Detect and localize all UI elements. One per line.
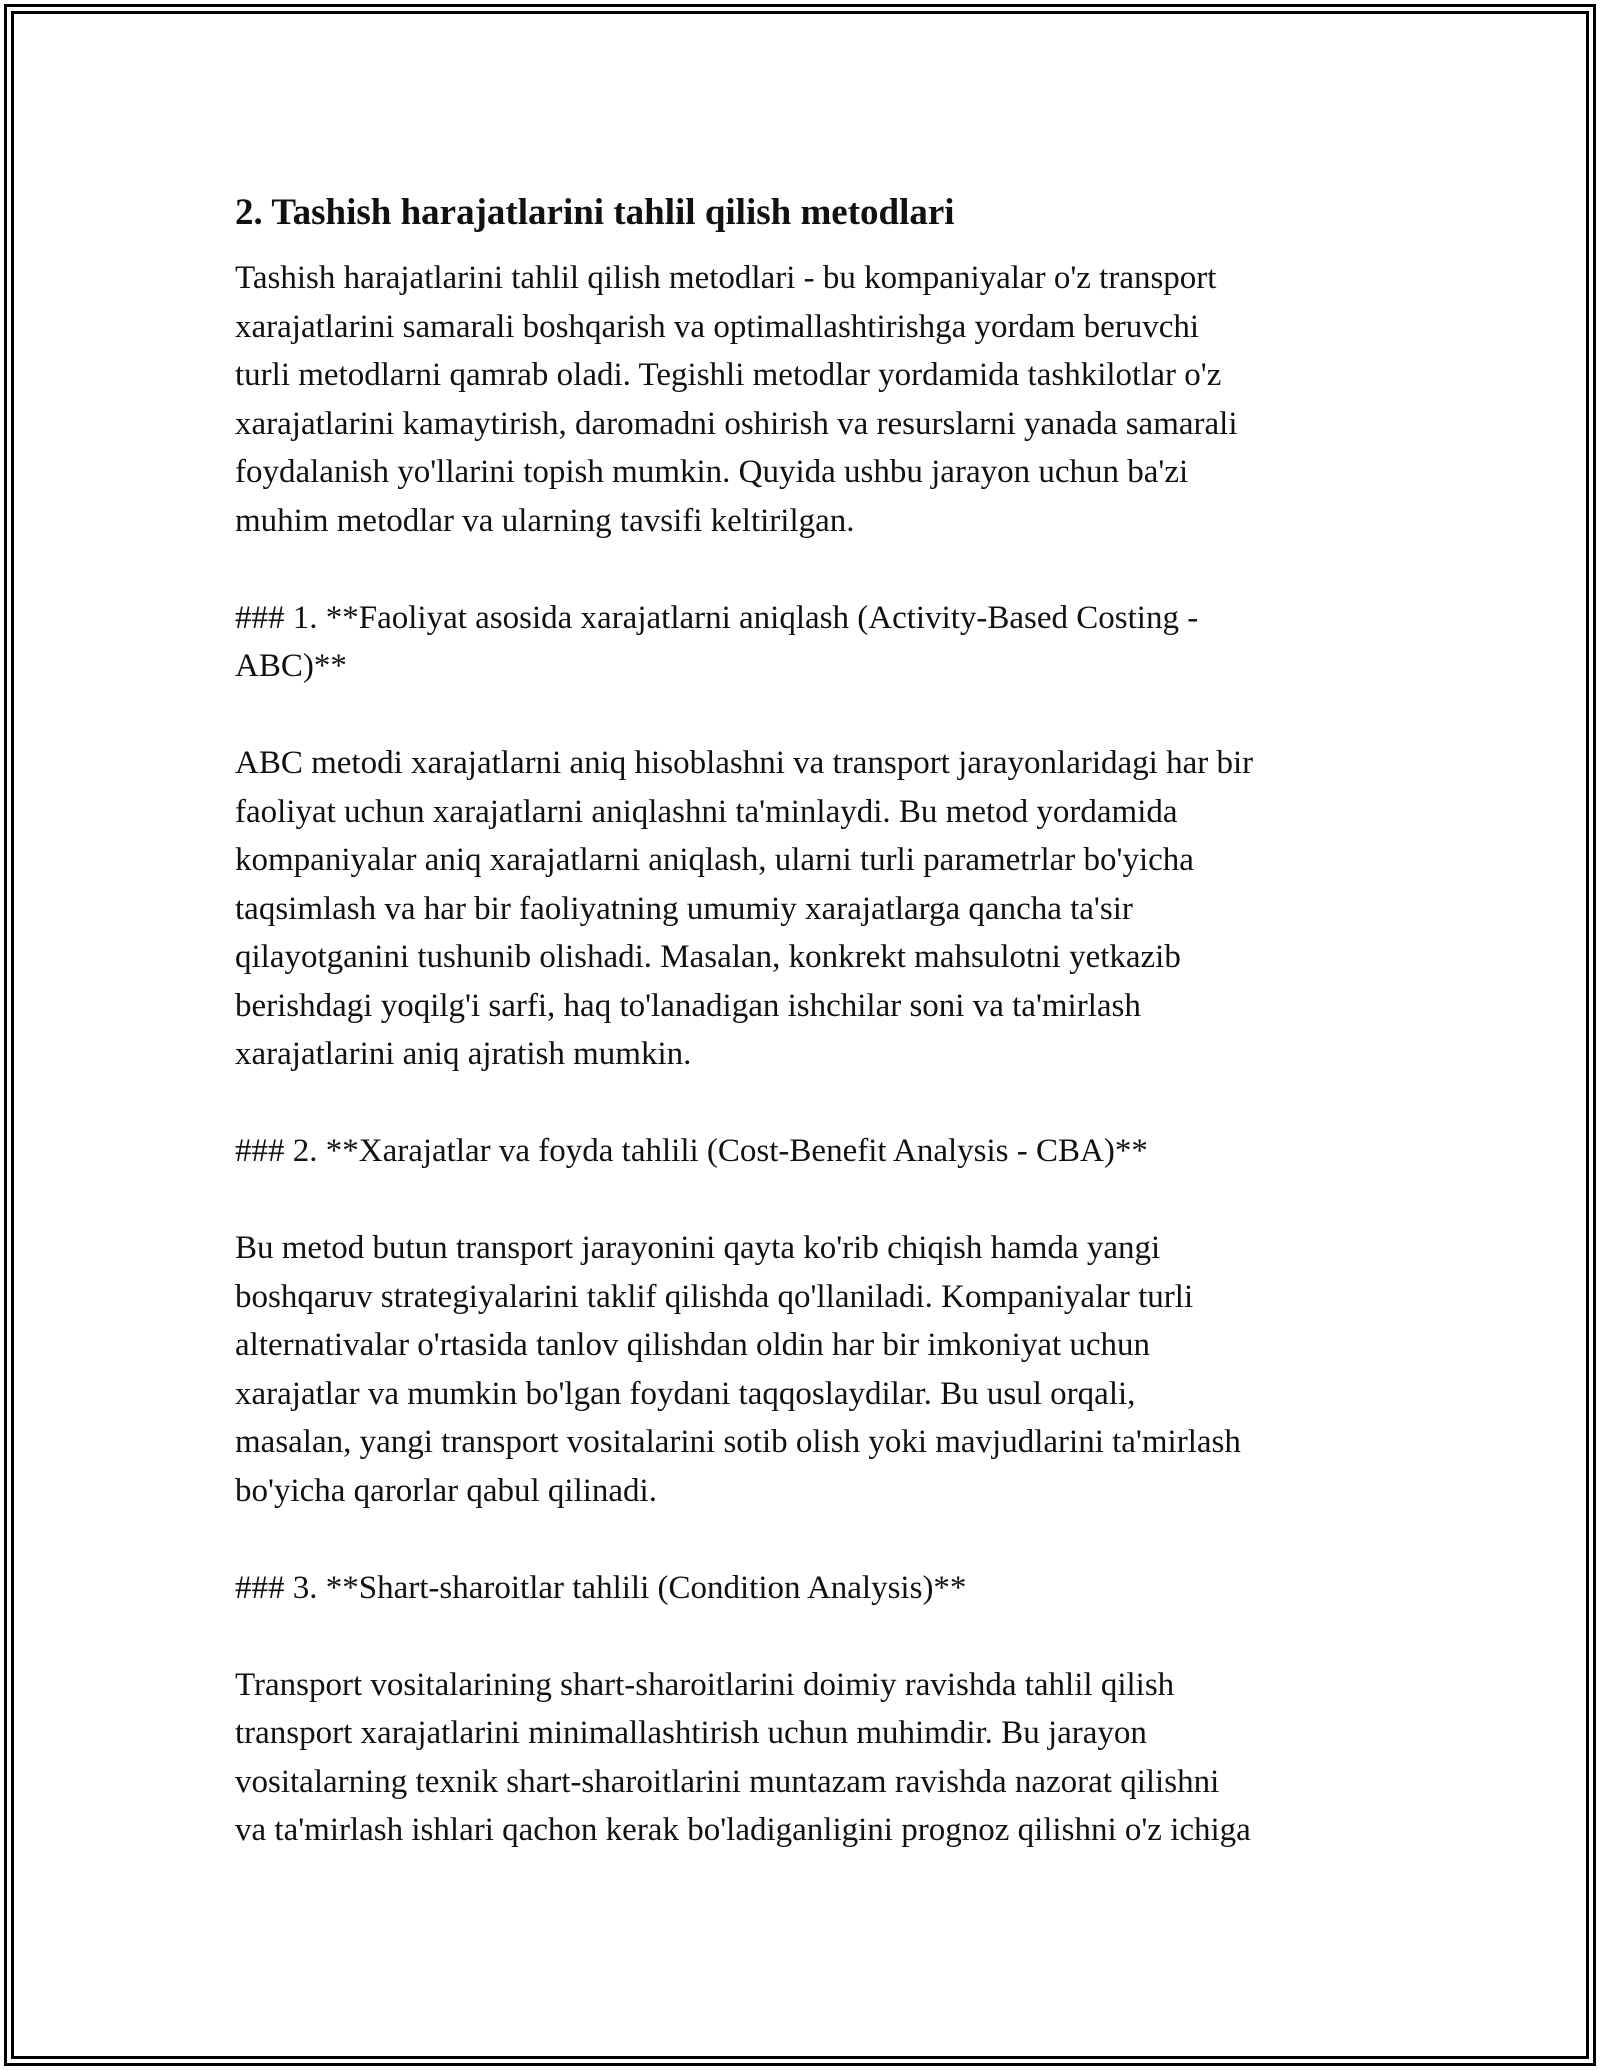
method-2-paragraph: Bu metod butun transport jarayonini qayta ko'rib chiqish hamda yangi boshqaruv strategiyalarini taklif qilishda qo'llaniladi. Kompaniyalar turli alternativalar o'rtasida tanlov qilishdan oldin har bir imkoniyat uchun xarajatlar va mumkin bo'lgan foydani taqqoslaydilar. Bu usul orqali, masalan, yangi transport vositalarini sotib olish yoki mavjudlarini ta'mirlash bo'yicha qarorlar qabul qilinadi.: [235, 1230, 1241, 1509]
section-heading: 2. Tashish harajatlarini tahlil qilish metodlari: [235, 192, 955, 233]
method-1-paragraph: ABC metodi xarajatlarni aniq hisoblashni va transport jarayonlaridagi har bir faoliyat uchun xarajatlarni aniqlashni ta'minlaydi. Bu metod yordamida kompaniyalar aniq xarajatlarni aniqlash, ularni turli parametrlar bo'yicha taqsimlash va har bir faoliyatning umumiy xarajatlarga qancha ta'sir qilayotganini tushunib olishadi. Masalan, konkrekt mahsulotni yetkazib berishdagi yoqilg'i sarfi, haq to'lanadigan ishchilar soni va ta'mirlash xarajatlarini aniq ajratish mumkin.: [235, 745, 1254, 1072]
method-2-heading: ### 2. **Xarajatlar va foyda tahlili (Cost-Benefit Analysis - CBA)**: [235, 1133, 1148, 1169]
method-3-heading: ### 3. **Shart-sharoitlar tahlili (Condition Analysis)**: [235, 1569, 967, 1606]
method-1-heading: ### 1. **Faoliyat asosida xarajatlarni aniqlash (Activity-Based Costing - ABC)**: [235, 599, 1199, 684]
document-body: [235, 186, 1385, 1855]
intro-paragraph: Tashish harajatlarini tahlil qilish metodlari - bu kompaniyalar o'z transport xarajatlarini samarali boshqarish va optimallashtirishga yordam beruvchi turli metodlarni qamrab oladi. Tegishli metodlar yordamida tashkilotlar o'z xarajatlarini kamaytirish, daromadni oshirish va resurslarni yanada samarali foydalanish yo'llarini topish mumkin. Quyida ushbu jarayon uchun ba'zi muhim metodlar va ularning tavsifi keltirilgan.: [235, 260, 1238, 539]
method-3-paragraph: Transport vositalarining shart-sharoitlarini doimiy ravishda tahlil qilish transport xarajatlarini minimallashtirish uchun muhimdir. Bu jarayon vositalarning texnik shart-sharoitlarini muntazam ravishda nazorat qilishni va ta'mirlash ishlari qachon kerak bo'ladiganligini prognoz qilishni o'z ichiga: [235, 1666, 1251, 1848]
